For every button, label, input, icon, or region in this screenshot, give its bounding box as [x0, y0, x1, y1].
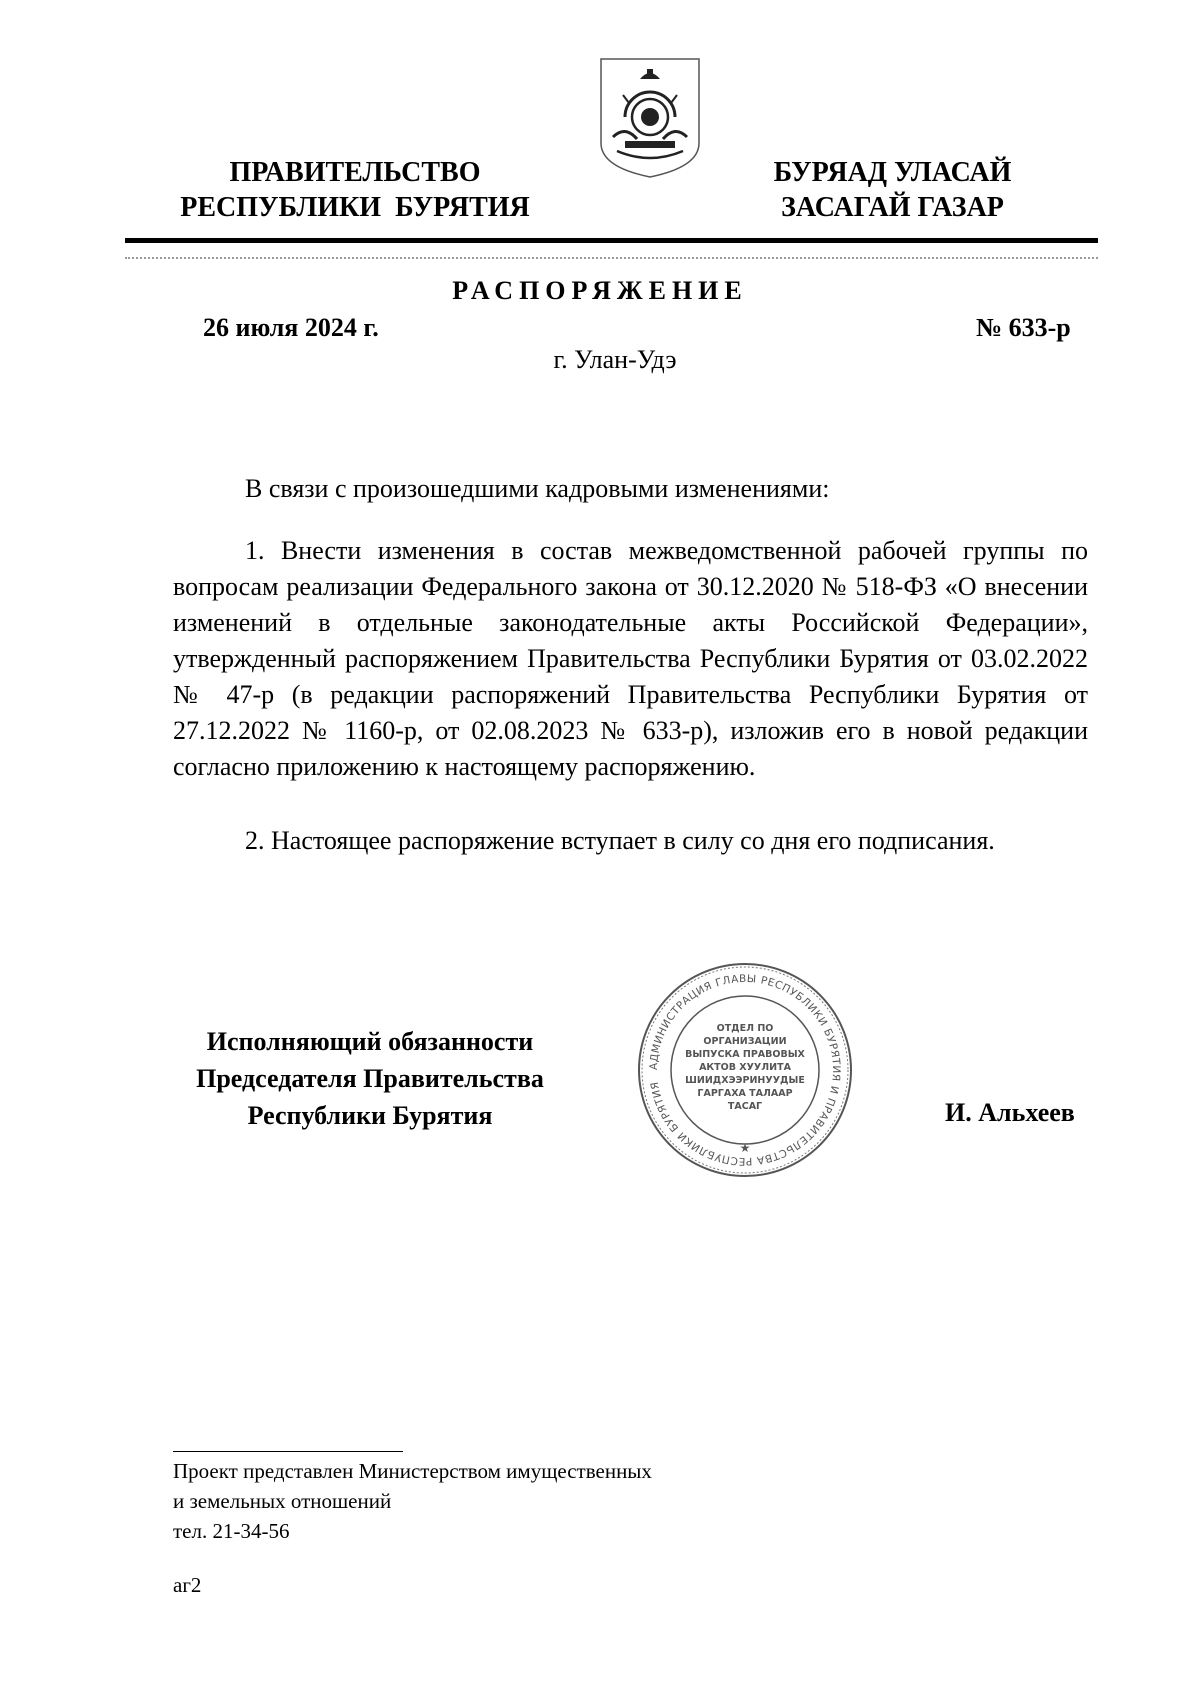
executor-code: аг2	[173, 1573, 202, 1597]
paragraph-2: 2. Настоящее распоряжение вступает в силу со дня его подписания.	[245, 826, 995, 855]
header-divider-thick	[125, 238, 1098, 243]
stamp-inner-text: ОТДЕЛ ПО ОРГАНИЗАЦИИ ВЫПУСКА ПРАВОВЫХ АКТОВ ХУУЛИТА ШИИДХЭЭРИНУУДЫЕ ГАРГАХА ТАЛААР ТАСАГ	[685, 1023, 805, 1112]
government-name-russian	[160, 155, 550, 225]
footnote-line1: Проект представлен Министерством имущественных	[173, 1459, 652, 1483]
org-left-line2: РЕСПУБЛИКИ БУРЯТИЯ	[180, 192, 530, 223]
document-number: № 633-р	[976, 313, 1071, 342]
document-type-title: РАСПОРЯЖЕНИЕ	[452, 276, 748, 305]
signer-position	[150, 1023, 590, 1134]
footnote-divider	[173, 1451, 403, 1452]
paragraph-1	[173, 533, 1088, 785]
signer-title-line3: Республики Бурятия	[247, 1101, 493, 1130]
coat-of-arms-emblem	[595, 55, 705, 180]
footnote	[173, 1456, 652, 1546]
footnote-line2: и земельных отношений	[173, 1489, 392, 1513]
org-left-line1: ПРАВИТЕЛЬСТВО	[229, 157, 481, 188]
star-icon: ★	[739, 1141, 751, 1155]
org-right-line1: БУРЯАД УЛАСАЙ	[773, 157, 1012, 188]
footnote-phone: тел. 21-34-56	[173, 1519, 290, 1543]
intro-text: В связи с произошедшими кадровыми изменениями:	[245, 474, 830, 503]
document-date: 26 июля 2024 г.	[203, 313, 379, 342]
stamp-outer-text: АДМИНИСТРАЦИЯ ГЛАВЫ РЕСПУБЛИКИ БУРЯТИЯ И ПРАВИТЕЛЬСТВА РЕСПУБЛИКИ БУРЯТИЯ	[647, 972, 843, 1168]
header-divider-dotted	[125, 257, 1098, 259]
signer-title-line1: Исполняющий обязанности	[206, 1027, 534, 1056]
paragraph-1-text: 1. Внести изменения в состав межведомственной рабочей группы по вопросам реализации Федерального закона от 30.12.2020 № 518-ФЗ «О внесении изменений в отдельные законодательные акты Российской Федерации», утвержденный распоряжением Правительства Республики Бурятия от 03.02.2022 № 47-р (в редакции распоряжений Правительства Республики Бурятия от 27.12.2022 № 1160-р, от 02.08.2023 № 633-р), изложив его в новой редакции согласно приложению к настоящему распоряжению.	[173, 536, 1088, 781]
official-stamp	[635, 960, 855, 1180]
signer-name: И. Альхеев	[945, 1098, 1075, 1127]
signer-title-line2: Председателя Правительства	[196, 1064, 544, 1093]
government-name-buryat	[725, 155, 1060, 225]
document-city: г. Улан-Удэ	[553, 345, 677, 374]
org-right-line2: ЗАСАГАЙ ГАЗАР	[781, 192, 1004, 223]
